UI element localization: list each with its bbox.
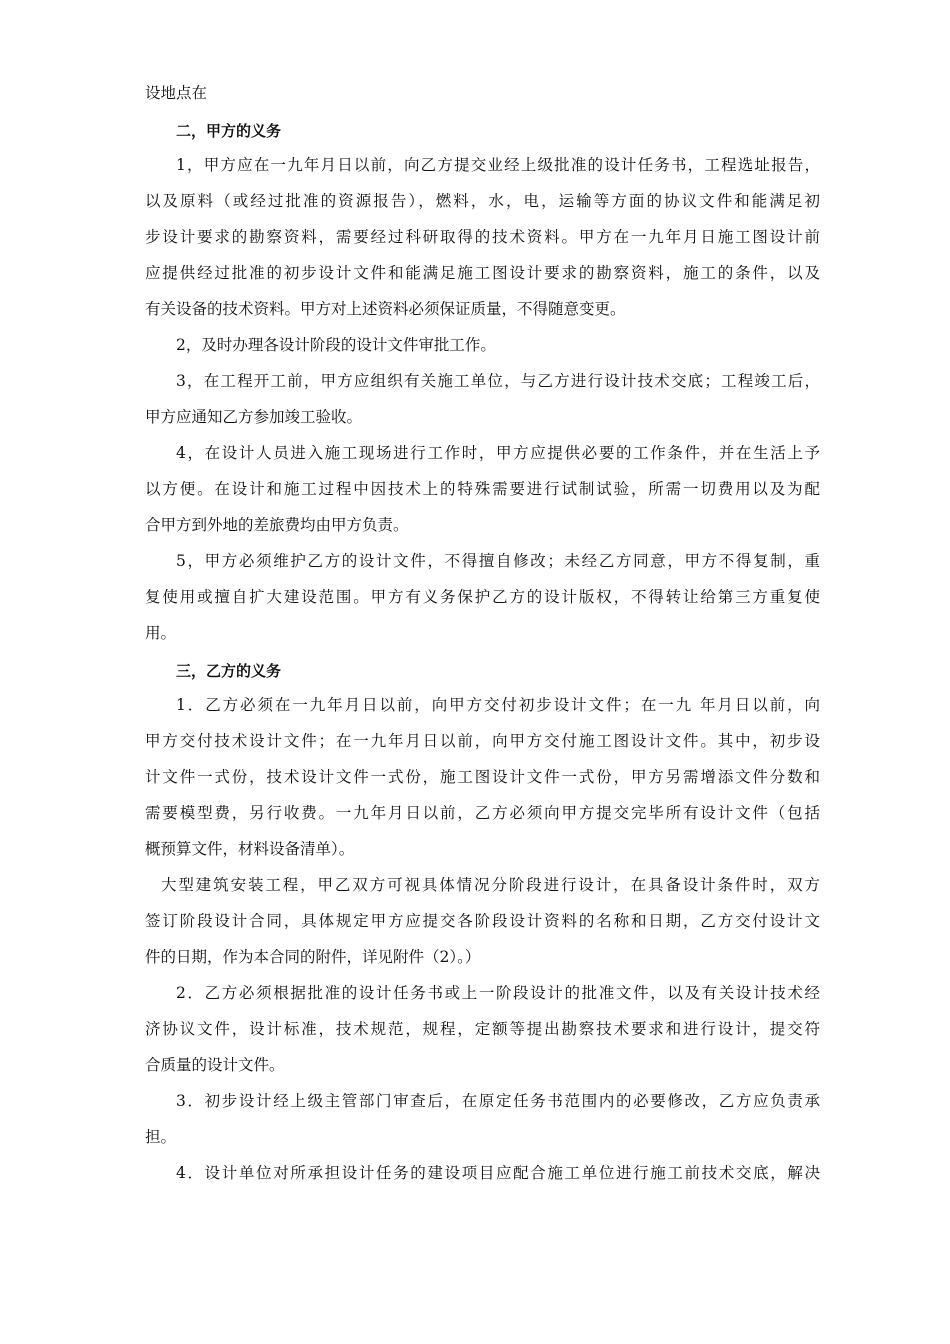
text-line: 4，在设计人员进入施工现场进行工作时，甲方应提供必要的工作条件，并在生活上予 (176, 444, 820, 462)
text-line: 计文件一式份，技术设计文件一式份，施工图设计文件一式份，甲方另需增添文件分数和 (145, 768, 820, 786)
text-line: 以方便。在设计和施工过程中因技术上的特殊需要进行试制试验，所需一切费用以及为配 (145, 480, 820, 498)
text-line: 甲方应通知乙方参加竣工验收。 (145, 408, 363, 426)
text-line: 1．乙方必须在一九年月日以前，向甲方交付初步设计文件；在一九 年月日以前，向 (176, 696, 820, 714)
section-heading-party-b-obligations: 三，乙方的义务 (176, 662, 282, 680)
text-line: 复使用或擅自扩大建设范围。甲方有义务保护乙方的设计版权，不得转让给第三方重复使 (145, 588, 820, 606)
text-line: 5，甲方必须维护乙方的设计文件，不得擅自修改；未经乙方同意，甲方不得复制，重 (176, 552, 820, 570)
text-line: 合甲方到外地的差旅费均由甲方负责。 (145, 516, 409, 534)
text-line: 用。 (145, 624, 177, 642)
text-line: 3，在工程开工前，甲方应组织有关施工单位，与乙方进行设计技术交底；工程竣工后， (176, 372, 820, 390)
text-line: 有关设备的技术资料。甲方对上述资料必须保证质量，不得随意变更。 (145, 300, 626, 318)
text-line: 合质量的设计文件。 (145, 1056, 285, 1074)
text-line: 概预算文件，材料设备清单）。 (145, 840, 355, 858)
text-line: 3．初步设计经上级主管部门审查后，在原定任务书范围内的必要修改，乙方应负责承 (176, 1092, 820, 1110)
text-line: 签订阶段设计合同，具体规定甲方应提交各阶段设计资料的名称和日期，乙方交付设计文 (145, 912, 820, 930)
text-line: 甲方交付技术设计文件；在一九年月日以前，向甲方交付施工图设计文件。其中，初步设 (145, 732, 820, 750)
text-line: 2．乙方必须根据批准的设计任务书或上一阶段设计的批准文件，以及有关设计技术经 (176, 984, 820, 1002)
text-line: 济协议文件，设计标准，技术规范，规程，定额等提出勘察技术要求和进行设计，提交符 (145, 1020, 820, 1038)
text-line: 设地点在 (145, 84, 208, 102)
section-heading-party-a-obligations: 二，甲方的义务 (176, 122, 282, 140)
document-body (145, 78, 820, 1188)
text-line: 2，及时办理各设计阶段的设计文件审批工作。 (176, 336, 496, 354)
text-line: 1，甲方应在一九年月日以前，向乙方提交业经上级批准的设计任务书，工程选址报告， (176, 156, 820, 174)
text-line: 件的日期，作为本合同的附件，详见附件（2）。） (145, 948, 481, 966)
text-line: 大型建筑安装工程，甲乙双方可视具体情况分阶段进行设计，在具备设计条件时，双方 (161, 876, 820, 894)
text-line: 步设计要求的勘察资料，需要经过科研取得的技术资料。甲方在一九年月日施工图设计前 (145, 228, 820, 246)
text-line: 以及原料（或经过批准的资源报告），燃料，水，电，运输等方面的协议文件和能满足初 (145, 192, 820, 210)
text-line: 需要模型费，另行收费。一九年月日以前，乙方必须向甲方提交完毕所有设计文件（包括 (145, 804, 820, 822)
text-line: 4．设计单位对所承担设计任务的建设项目应配合施工单位进行施工前技术交底，解决 (176, 1164, 820, 1182)
text-line: 应提供经过批准的初步设计文件和能满足施工图设计要求的勘察资料，施工的条件，以及 (145, 264, 820, 282)
text-line: 担。 (145, 1128, 177, 1146)
